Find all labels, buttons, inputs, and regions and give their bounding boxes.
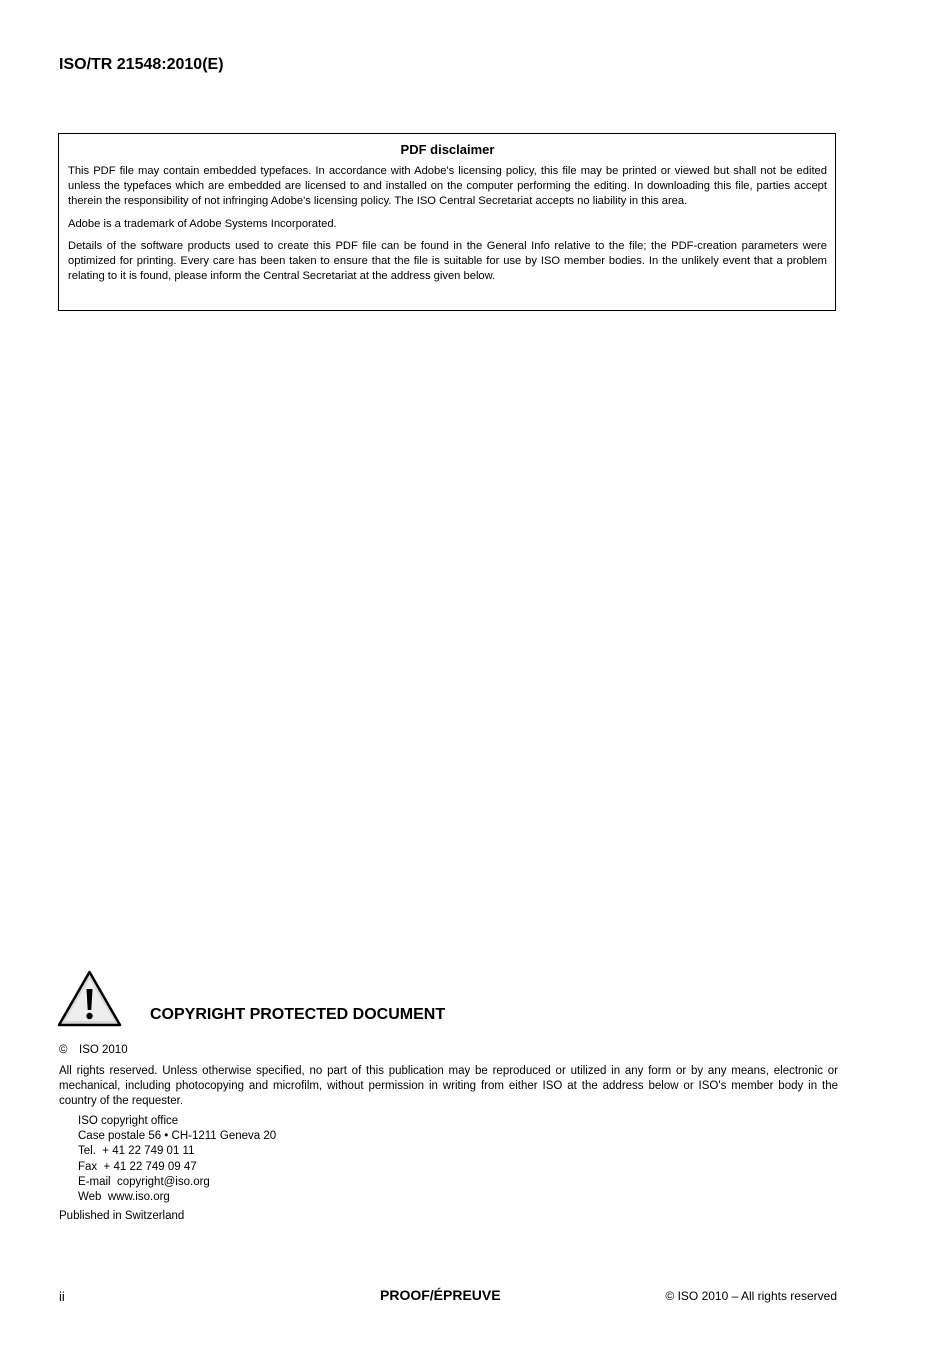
warning-icon bbox=[57, 970, 122, 1027]
proof-label: PROOF/ÉPREUVE bbox=[380, 1287, 501, 1303]
address-line: Tel. + 41 22 749 01 11 bbox=[78, 1145, 195, 1158]
pdf-disclaimer-box bbox=[58, 133, 836, 311]
copyright-year: ISO 2010 bbox=[79, 1044, 128, 1056]
copyright-symbol: © bbox=[59, 1044, 68, 1056]
footer-copyright: © ISO 2010 – All rights reserved bbox=[665, 1289, 837, 1303]
address-line: Web www.iso.org bbox=[78, 1191, 170, 1204]
disclaimer-title: PDF disclaimer bbox=[400, 142, 495, 157]
document-id: ISO/TR 21548:2010(E) bbox=[59, 56, 224, 73]
disclaimer-paragraph: Adobe is a trademark of Adobe Systems Incorporated. bbox=[68, 217, 337, 230]
published-in: Published in Switzerland bbox=[59, 1210, 185, 1222]
rights-text: All rights reserved. Unless otherwise specified, no part of this publication may be reproduced or utilized in any form or by any means, electronic or mechanical, including photocopying and microfilm, without permission in writing from either ISO at the address below or ISO's member body in the country of the requester. bbox=[59, 1065, 838, 1108]
address-line: E-mail copyright@iso.org bbox=[78, 1175, 210, 1188]
address-line: Fax + 41 22 749 09 47 bbox=[78, 1160, 197, 1173]
address-line: ISO copyright office bbox=[78, 1115, 179, 1127]
copyright-line bbox=[59, 1044, 128, 1056]
iso-address bbox=[78, 1114, 276, 1205]
copyright-title: COPYRIGHT PROTECTED DOCUMENT bbox=[150, 1006, 446, 1023]
page-number: ii bbox=[59, 1289, 65, 1304]
disclaimer-paragraph: This PDF file may contain embedded typefaces. In accordance with Adobe's licensing policy, this file may be printed or viewed but shall not be edited unless the typefaces which are embedded are licensed to and installed on the computer performing the editing. In downloading this file, parties accept therein the responsibility of not infringing Adobe's licensing policy. The ISO Central Secretariat accepts no liability in this area. bbox=[68, 165, 827, 208]
disclaimer-paragraph: Details of the software products used to create this PDF file can be found in the General Info relative to the file; the PDF-creation parameters were optimized for printing. Every care has been taken to ensure that the file is suitable for use by ISO member bodies. In the unlikely event that a problem relating to it is found, please inform the Central Secretariat at the address given below. bbox=[68, 239, 827, 283]
address-line: Case postale 56 • CH-1211 Geneva 20 bbox=[78, 1130, 277, 1143]
